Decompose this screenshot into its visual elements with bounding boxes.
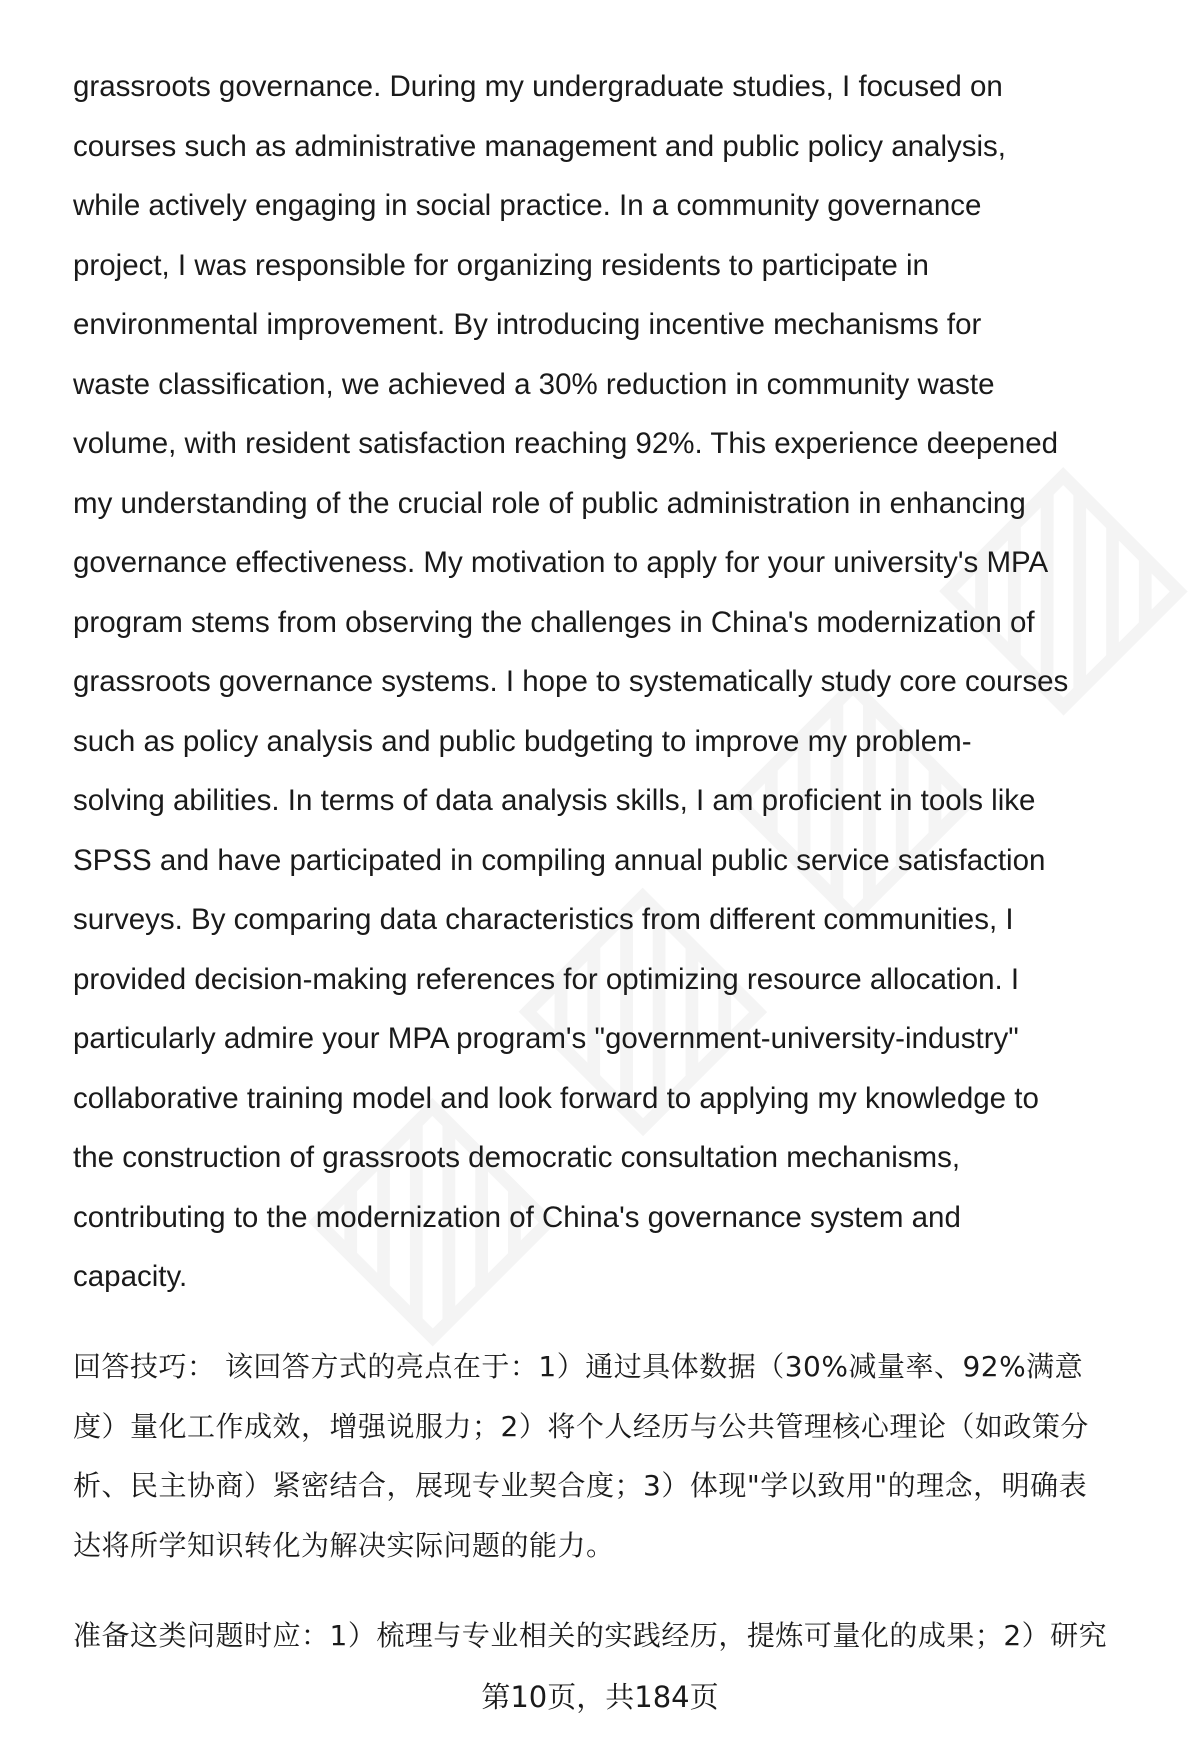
text-line: grassroots governance systems. I hope to systematically study core courses — [73, 665, 1069, 698]
text-line: provided decision-making references for optimizing resource allocation. I — [73, 962, 1020, 996]
text-line: such as policy analysis and public budgeting to improve my problem- — [73, 724, 972, 758]
text-line: SPSS and have participated in compiling annual public service satisfaction — [73, 843, 1046, 877]
text-line: governance effectiveness. My motivation to apply for your university's MPA — [73, 546, 1049, 579]
text-line: 析、民主协商）紧密结合，展现专业契合度；3）体现"学以致用"的理念，明确表 — [73, 1469, 1088, 1502]
text-line: surveys. By comparing data characteristics from different communities, I — [73, 903, 1014, 936]
text-line: grassroots governance. During my undergraduate studies, I focused on — [73, 70, 1003, 103]
text-line: solving abilities. In terms of data analysis skills, I am proficient in tools like — [73, 784, 1036, 817]
text-line: my understanding of the crucial role of public administration in enhancing — [73, 486, 1026, 520]
text-line: capacity. — [73, 1260, 188, 1293]
text-line: waste classification, we achieved a 30% reduction in community waste — [73, 367, 995, 401]
text-line: project, I was responsible for organizing residents to participate in — [73, 248, 929, 282]
text-line: contributing to the modernization of China's governance system and — [73, 1200, 961, 1234]
text-line: volume, with resident satisfaction reaching 92%. This experience deepened — [73, 427, 1059, 460]
text-line: 度）量化工作成效，增强说服力；2）将个人经历与公共管理核心理论（如政策分 — [73, 1409, 1089, 1443]
text-line: collaborative training model and look forward to applying my knowledge to — [73, 1081, 1039, 1115]
text-line: the construction of grassroots democratic consultation mechanisms, — [73, 1141, 961, 1174]
text-line: while actively engaging in social practice. In a community governance — [73, 189, 982, 222]
text-line: program stems from observing the challenges in China's modernization of — [73, 605, 1035, 639]
text-line: 回答技巧： 该回答方式的亮点在于：1）通过具体数据（30%减量率、92%满意 — [73, 1350, 1084, 1383]
page-footer: 第10页，共184页 — [481, 1680, 719, 1714]
text-line: courses such as administrative management and public policy analysis, — [73, 129, 1006, 163]
text-line: 达将所学知识转化为解决实际问题的能力。 — [73, 1528, 615, 1562]
text-line: environmental improvement. By introducing incentive mechanisms for — [73, 308, 982, 341]
text-line: particularly admire your MPA program's "government-university-industry" — [73, 1022, 1019, 1055]
text-line: 准备这类问题时应：1）梳理与专业相关的实践经历，提炼可量化的成果；2）研究 — [73, 1619, 1108, 1652]
